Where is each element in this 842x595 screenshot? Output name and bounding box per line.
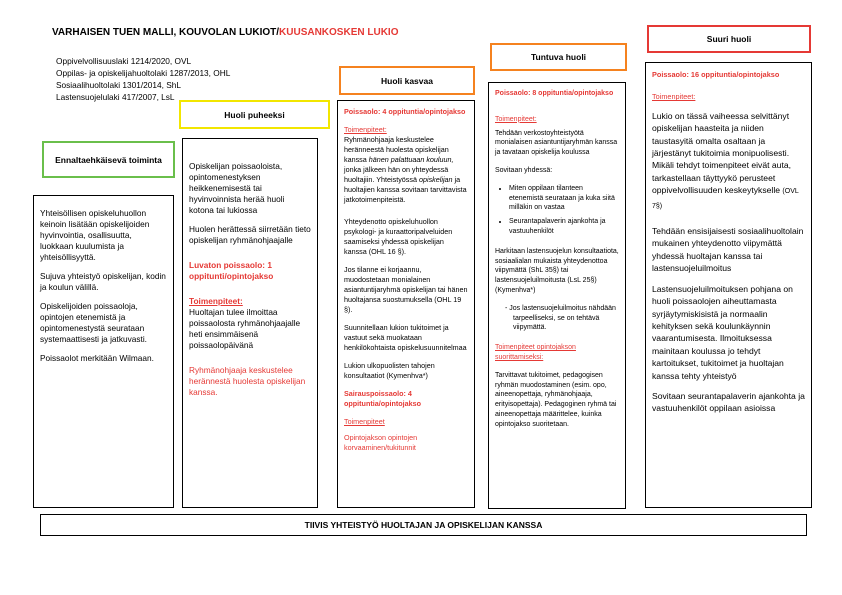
c5-measures-label: Toimenpiteet: — [652, 92, 696, 102]
c5-p4: Sovitaan seurantapalaverin ajankohta ja vastuuhenkilöt oppilaan asioissa — [652, 390, 805, 414]
header-suuri-huoli — [647, 25, 811, 53]
header-label: Huoli kasvaa — [381, 75, 433, 86]
header-label: Huoli puheeksi — [224, 109, 285, 120]
header-label: Ennaltaehkäisevä toiminta — [55, 154, 162, 165]
law-item: Lastensuojelulaki 417/2007, LsL — [56, 92, 175, 102]
c4-measures-label: Toimenpiteet: — [495, 115, 537, 123]
c2-absence-limit: Luvaton poissaolo: 1 oppitunti/opintojakso — [189, 260, 274, 281]
law-item: Sosiaalihuoltolaki 1301/2014, ShL — [56, 80, 182, 90]
list-item: - Jos lastensuojeluilmoitus nähdään tarpeelliseksi, se on tehtävä viipymättä. — [513, 304, 619, 333]
c3-sick-limit: Sairauspoissaolo: 4 oppituntia/opintojakso — [344, 389, 422, 408]
c3-text: jonka jälkeen hän on yhteydessä huoltajiin. Yhteistyössä — [344, 165, 449, 184]
column-suuri-huoli — [645, 62, 812, 508]
c5-p2: Tehdään ensisijaisesti sosiaalihuoltolain mukainen yhteydenotto viipymättä yhdessä huoltajan kanssa tai lastensuojeluilmoitus — [652, 226, 804, 274]
document-title — [52, 27, 398, 38]
c3-p1 — [344, 135, 468, 205]
c3-p2: Yhteydenotto opiskeluhuollon psykologi- ja kuraattoripalveluiden saamiseksi yhdessä opiskelijan kanssa (OHL 16 §). — [344, 217, 453, 256]
header-ennaltaehkaiseva — [42, 141, 175, 178]
list-item: • Miten oppilaan tilanteen etenemistä seurataan ja kuka siitä milläkin on vastaa — [509, 184, 619, 213]
column-huoli-puheeksi — [182, 138, 318, 508]
c4-p3: Harkitaan lastensuojelun konsultaatiota, sosiaalialan mukaista yhteydenottoa viipymättä (ShL 35§) tai lastensuojeluilmoitusta (LsL 25§) (Kymenhva*) — [495, 247, 619, 294]
c3-text: ja huoltajien kanssa sovitaan tarvittavista jatkotoimenpiteistä. — [344, 175, 467, 204]
c1-paragraph: Opiskelijoiden poissaoloja, opintojen etenemistä ja opintomenestystä seurataan systemaattisesti ja jatkuvasti. — [40, 301, 147, 344]
c4-p1: Tehdään verkostoyhteistyötä monialaisen asiantuntijaryhmän kanssa ja tavataan opiskelija koulussa — [495, 129, 618, 157]
header-huoli-puheeksi — [179, 100, 330, 129]
c1-paragraph: Poissaolot merkitään Wilmaan. — [40, 353, 154, 363]
c5-ref: (OVL 7§) — [652, 188, 799, 210]
c3-p3: Jos tilanne ei korjaannu, muodostetaan monialainen asiantuntijaryhmä opiskelijan tai hänen huoltajansa suostumuksella (OHL 19 §). — [344, 265, 468, 314]
c1-paragraph: Yhteisöllisen opiskeluhuollon keinoin lisätään opiskelijoiden hyvinvointia, osallisuutta, luokkaan kuulumista ja yhteisöllisyyttä. — [40, 208, 150, 262]
c2-measures: Huoltajan tulee ilmoittaa poissaolosta ryhmänohjaajalle heti ensimmäisenä poissaolopäivänä — [189, 307, 301, 350]
c4-bullet-list — [495, 184, 619, 237]
c3-text: Ryhmänohjaaja keskustelee heränneestä huolesta opiskelijan kanssa — [344, 135, 449, 164]
header-tuntuva-huoli — [490, 43, 627, 71]
law-item: Oppivelvollisuuslaki 1214/2020, OVL — [56, 56, 192, 66]
c3-measures-label: Toimenpiteet: — [344, 125, 387, 134]
column-ennaltaehkaiseva — [33, 195, 174, 508]
header-huoli-kasvaa — [339, 66, 475, 95]
c3-absence-limit: Poissaolo: 4 oppituntia/opintojakso — [344, 107, 466, 116]
c3-last: Opintojakson opintojen korvaaminen/tukitunnit — [344, 433, 418, 452]
c5-p3: Lastensuojeluilmoituksen pohjana on huoli poissaolojen aiheuttamasta syrjäytymiskisistä ja normaalin kehityksen sekä koulunkäynnin vaarantumisesta. Ilmoituksessa mainitaan koulussa jo tehdyt kartoitukset, tukitoimet ja huoltajan kanssa tehty yhteistyö — [652, 283, 793, 381]
column-huoli-kasvaa — [337, 100, 475, 508]
c2-measures-label: Toimenpiteet: — [189, 296, 243, 306]
c4-measures2-label: Toimenpiteet opintojakson suorittamiseksi: — [495, 344, 576, 361]
law-item: Oppilas- ja opiskelijahuoltolaki 1287/2013, OHL — [56, 68, 231, 78]
c3-text-italic: hänen palattuaan kouluun, — [368, 155, 454, 164]
c2-p2: Huolen herättessä siirretään tieto opiskelijan ryhmänohjaajalle — [189, 224, 311, 245]
column-tuntuva-huoli — [488, 82, 626, 509]
c5-p1 — [652, 110, 805, 213]
title-main: VARHAISEN TUEN MALLI, KOUVOLAN LUKIOT/ — [52, 27, 280, 38]
header-label: Tuntuva huoli — [530, 52, 587, 62]
c2-red-text: Ryhmänohjaaja keskustelee herännestä huolesta opiskelijan kanssa. — [189, 365, 306, 397]
c3-p5: Lukion ulkopuolisten tahojen konsultaatiot (Kymenhva*) — [344, 361, 435, 380]
c5-text: Lukio on tässä vaiheessa selvittänyt opiskelijan haasteita ja niiden taustasyitä omalta osaltaan ja järjestänyt tukitoimia monipuolisesti. Mikäli tehdyt toimenpiteet eivät auta, tarkastellaan täyttyykö perusteet oppivelvollisuuden keskeytykselle — [652, 110, 792, 196]
footer-text: TIIVIS YHTEISTYÖ HUOLTAJAN JA OPISKELIJAN KANSSA — [304, 520, 543, 530]
c4-dash-list — [495, 304, 619, 333]
c4-p2: Sovitaan yhdessä: — [495, 166, 553, 174]
c4-absence-limit: Poissaolo: 8 oppituntia/opintojakso — [495, 90, 614, 97]
c4-p4: Tarvittavat tukitoimet, pedagogisen ryhmän muodostaminen (esim. opo, aineenopettaja, ryhmänohjaaja, erityisopettaja). Pedagoginen ryhmä tai aineenopettaja määrittelee, kuinka opintojakso suoritetaan. — [495, 371, 617, 428]
list-item: • Seurantapalaverin ajankohta ja vastuuhenkilöt — [509, 217, 619, 237]
c5-absence-limit: Poissaolo: 16 oppituntia/opintojakso — [652, 70, 780, 79]
c3-measures2-label: Toimenpiteet — [344, 417, 385, 426]
c3-p4: Suunnitellaan lukion tukitoimet ja vastuut sekä muokataan henkilökohtaista opiskelusuunnitelmaa — [344, 323, 467, 352]
footer-banner — [40, 514, 807, 536]
header-label: Suuri huoli — [706, 34, 752, 44]
c3-text-italic: opiskelijan — [418, 175, 453, 184]
title-school: KUUSANKOSKEN LUKIO — [279, 27, 399, 38]
c2-p1: Opiskelijan poissaoloista, opintomenestyksen heikkenemisestä tai hyvinvoinnista herää huoli kotona tai lukiossa — [189, 161, 285, 215]
c1-paragraph: Sujuva yhteistyö opiskelijan, kodin ja koulun välillä. — [40, 271, 166, 292]
laws-list — [56, 55, 230, 103]
